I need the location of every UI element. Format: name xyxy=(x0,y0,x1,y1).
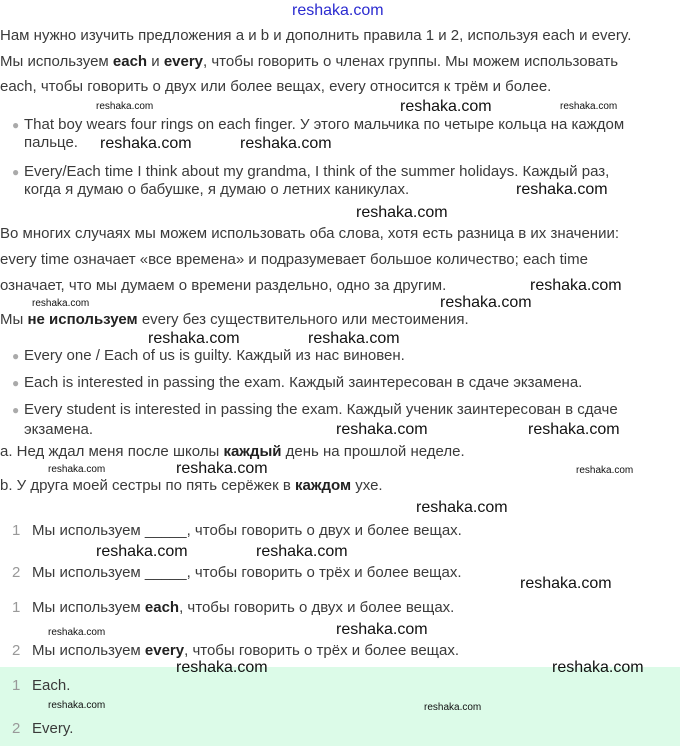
bullet-icon: ● xyxy=(12,349,20,363)
filled-rule-2: Мы используем every, чтобы говорить о трёх и более вещах. xyxy=(32,642,460,659)
watermark: reshaka.com xyxy=(530,277,622,294)
watermark: reshaka.com xyxy=(100,135,192,152)
example-4: Each is interested in passing the exam. Каждый заинтересован в сдаче экзамена. xyxy=(24,374,583,391)
watermark: reshaka.com xyxy=(336,621,428,638)
watermark: reshaka.com xyxy=(96,101,154,112)
watermark: reshaka.com xyxy=(176,659,268,676)
watermark: reshaka.com xyxy=(32,298,90,309)
rule-number: 2 xyxy=(12,642,21,659)
sentence-a: a. Нед ждал меня после школы каждый день на прошлой неделе. xyxy=(0,443,465,460)
paragraph-2: Во многих случаях мы можем использовать оба слова, хотя есть разница в их значении: xyxy=(0,225,619,242)
example-2-line2: когда я думаю о бабушке, я думаю о летних каникулах. xyxy=(24,181,410,198)
watermark: reshaka.com xyxy=(48,627,106,638)
example-5: Every student is interested in passing the exam. Каждый ученик заинтересован в сдаче xyxy=(24,401,618,418)
bullet-icon: ● xyxy=(12,165,20,179)
watermark-logo[interactable]: reshaka.com xyxy=(292,2,384,19)
example-1: That boy wears four rings on each finger. У этого мальчика по четыре кольца на каждом xyxy=(24,116,625,133)
paragraph-3: Мы не используем every без существительного или местоимения. xyxy=(0,311,469,328)
example-5-line2: экзамена. xyxy=(24,421,94,438)
watermark: reshaka.com xyxy=(516,181,608,198)
rule-number: 2 xyxy=(12,564,21,581)
rule-1: Мы используем _____, чтобы говорить о двух и более вещах. xyxy=(32,522,462,539)
watermark: reshaka.com xyxy=(416,499,508,516)
bullet-icon: ● xyxy=(12,403,20,417)
watermark: reshaka.com xyxy=(176,460,268,477)
watermark: reshaka.com xyxy=(148,330,240,347)
watermark: reshaka.com xyxy=(424,702,482,713)
paragraph-2-line3: означает, что мы думаем о времени раздельно, одно за другим. xyxy=(0,277,447,294)
watermark: reshaka.com xyxy=(528,421,620,438)
sentence-b: b. У друга моей сестры по пять серёжек в каждом ухе. xyxy=(0,477,383,494)
filled-rule-1: Мы используем each, чтобы говорить о двух и более вещах. xyxy=(32,599,455,616)
watermark: reshaka.com xyxy=(552,659,644,676)
bullet-icon: ● xyxy=(12,376,20,390)
rule-number: 1 xyxy=(12,599,21,616)
watermark: reshaka.com xyxy=(96,543,188,560)
example-2: Every/Each time I think about my grandma, I think of the summer holidays. Каждый раз, xyxy=(24,163,610,180)
bullet-icon: ● xyxy=(12,118,20,132)
rule-number: 1 xyxy=(12,522,21,539)
watermark: reshaka.com xyxy=(308,330,400,347)
watermark: reshaka.com xyxy=(440,294,532,311)
intro-text: Нам нужно изучить предложения a и b и дополнить правила 1 и 2, используя each и every. xyxy=(0,27,632,44)
answer-1: Each. xyxy=(32,677,71,694)
paragraph-1: Мы используем each и every, чтобы говорить о членах группы. Мы можем использовать xyxy=(0,53,619,70)
watermark: reshaka.com xyxy=(400,98,492,115)
watermark: reshaka.com xyxy=(356,204,448,221)
watermark: reshaka.com xyxy=(240,135,332,152)
paragraph-2-line2: every time означает «все времена» и подразумевает большое количество; each time xyxy=(0,251,588,268)
watermark: reshaka.com xyxy=(520,575,612,592)
watermark: reshaka.com xyxy=(576,465,634,476)
rule-2: Мы используем _____, чтобы говорить о трёх и более вещах. xyxy=(32,564,462,581)
answer-2: Every. xyxy=(32,720,74,737)
example-3: Every one / Each of us is guilty. Каждый из нас виновен. xyxy=(24,347,405,364)
answer-number: 2 xyxy=(12,720,21,737)
watermark: reshaka.com xyxy=(48,700,106,711)
watermark: reshaka.com xyxy=(560,101,618,112)
watermark: reshaka.com xyxy=(48,464,106,475)
example-1-line2: пальце. xyxy=(24,134,78,151)
paragraph-1-line2: each, чтобы говорить о двух или более вещах, every относится к трём и более. xyxy=(0,78,552,95)
watermark: reshaka.com xyxy=(256,543,348,560)
answer-number: 1 xyxy=(12,677,21,694)
watermark: reshaka.com xyxy=(336,421,428,438)
